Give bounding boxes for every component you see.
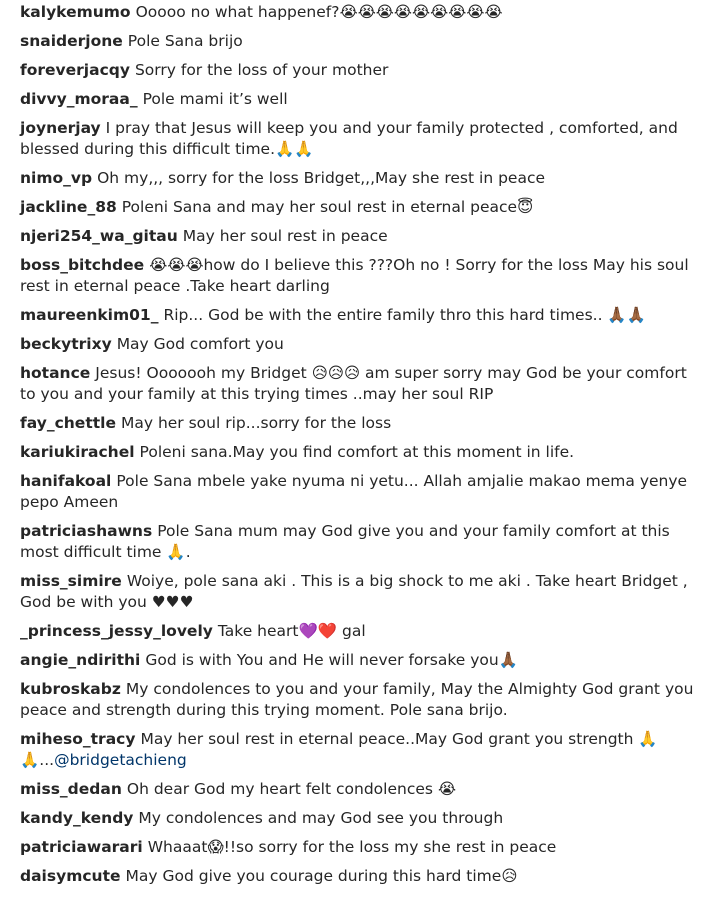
comment-text: May her soul rest in eternal peace..May God grant you strength 🙏 🙏... — [20, 730, 663, 769]
comment-text: 😭😭😭how do I believe this ???Oh no ! Sorry for the loss May his soul rest in eternal peace .Take heart darling — [20, 256, 694, 295]
comment-username[interactable]: foreverjacqy — [20, 61, 130, 79]
comment-text: God is with You and He will never forsake you🙏🏾 — [145, 651, 519, 669]
comment-text: Pole Sana mum may God give you and your family comfort at this most difficult time 🙏. — [20, 522, 675, 561]
comment-text: Woiye, pole sana aki . This is a big shock to me aki . Take heart Bridget , God be with you ♥♥♥ — [20, 572, 693, 611]
comment-item — [20, 89, 704, 110]
comment-item — [20, 621, 704, 642]
comment-item — [20, 837, 704, 858]
comment-item — [20, 118, 704, 160]
comment-item — [20, 729, 704, 771]
comment-username[interactable]: jackline_88 — [20, 198, 117, 216]
comment-text: Oh my,,, sorry for the loss Bridget,,,May she rest in peace — [97, 169, 545, 187]
comment-text: May God comfort you — [116, 335, 284, 353]
comment-username[interactable]: divvy_moraa_ — [20, 90, 138, 108]
comment-text: Poleni Sana and may her soul rest in eternal peace😇 — [121, 198, 534, 216]
comment-username[interactable]: beckytrixy — [20, 335, 112, 353]
comment-username[interactable]: kariukirachel — [20, 443, 135, 461]
comment-username[interactable]: nimo_vp — [20, 169, 93, 187]
comment-text: Pole mami it’s well — [142, 90, 288, 108]
comment-text: Ooooo no what happenef?😭😭😭😭😭😭😭😭😭 — [135, 3, 503, 21]
comment-text: I pray that Jesus will keep you and your family protected , comforted, and blessed during this difficult time.🙏🙏 — [20, 119, 683, 158]
comment-item — [20, 442, 704, 463]
comment-username[interactable]: joynerjay — [20, 119, 101, 137]
comment-item — [20, 650, 704, 671]
comment-item — [20, 571, 704, 613]
comment-item — [20, 197, 704, 218]
comment-text: Pole Sana mbele yake nyuma ni yetu... Allah amjalie makao mema yenye pepo Ameen — [20, 472, 693, 511]
comment-item — [20, 866, 704, 887]
comment-text: Rip... God be with the entire family thro this hard times.. 🙏🏾🙏🏾 — [163, 306, 647, 324]
comment-text: Jesus! Ooooooh my Bridget 😥😥😥 am super sorry may God be your comfort to you and your family at this trying times ..may her soul RIP — [20, 364, 692, 403]
comment-text: May her soul rest in peace — [182, 227, 388, 245]
comment-item — [20, 471, 704, 513]
comment-item — [20, 2, 704, 23]
comment-username[interactable]: _princess_jessy_lovely — [20, 622, 213, 640]
comment-username[interactable]: kubroskabz — [20, 680, 121, 698]
comment-item — [20, 31, 704, 52]
comment-item — [20, 413, 704, 434]
comment-username[interactable]: miss_simire — [20, 572, 122, 590]
comment-text: Sorry for the loss of your mother — [134, 61, 389, 79]
comment-item — [20, 226, 704, 247]
comment-username[interactable]: miheso_tracy — [20, 730, 136, 748]
comment-text: Take heart💜❤️ gal — [217, 622, 366, 640]
comment-username[interactable]: boss_bitchdee — [20, 256, 145, 274]
comment-username[interactable]: miss_dedan — [20, 780, 122, 798]
comment-item — [20, 363, 704, 405]
comment-username[interactable]: maureenkim01_ — [20, 306, 159, 324]
mention-link[interactable]: @bridgetachieng — [54, 751, 187, 769]
comment-username[interactable]: angie_ndirithi — [20, 651, 141, 669]
comment-username[interactable]: fay_chettle — [20, 414, 116, 432]
comment-text: Oh dear God my heart felt condolences 😭 — [126, 780, 456, 798]
comment-username[interactable]: snaiderjone — [20, 32, 123, 50]
comment-item — [20, 334, 704, 355]
comment-username[interactable]: kalykemumo — [20, 3, 131, 21]
comment-item — [20, 305, 704, 326]
comment-text: May God give you courage during this hard time😥 — [125, 867, 518, 885]
comment-username[interactable]: hotance — [20, 364, 91, 382]
comment-text: May her soul rip...sorry for the loss — [120, 414, 392, 432]
comment-item — [20, 255, 704, 297]
comment-username[interactable]: kandy_kendy — [20, 809, 134, 827]
comment-item — [20, 60, 704, 81]
comment-username[interactable]: patriciawarari — [20, 838, 143, 856]
comment-text: My condolences and may God see you through — [138, 809, 504, 827]
comment-list — [20, 0, 704, 887]
comment-item — [20, 679, 704, 721]
comment-item — [20, 521, 704, 563]
comment-username[interactable]: patriciashawns — [20, 522, 153, 540]
comment-username[interactable]: hanifakoal — [20, 472, 112, 490]
comment-item — [20, 808, 704, 829]
comment-item — [20, 779, 704, 800]
comment-item — [20, 168, 704, 189]
comment-username[interactable]: daisymcute — [20, 867, 121, 885]
comment-username[interactable]: njeri254_wa_gitau — [20, 227, 178, 245]
comment-text: Poleni sana.May you find comfort at this moment in life. — [139, 443, 575, 461]
comment-text: Pole Sana brijo — [127, 32, 243, 50]
comment-text: Whaaat😱!!so sorry for the loss my she rest in peace — [147, 838, 557, 856]
comment-text: My condolences to you and your family, May the Almighty God grant you peace and strength during this trying moment. Pole sana brijo. — [20, 680, 699, 719]
